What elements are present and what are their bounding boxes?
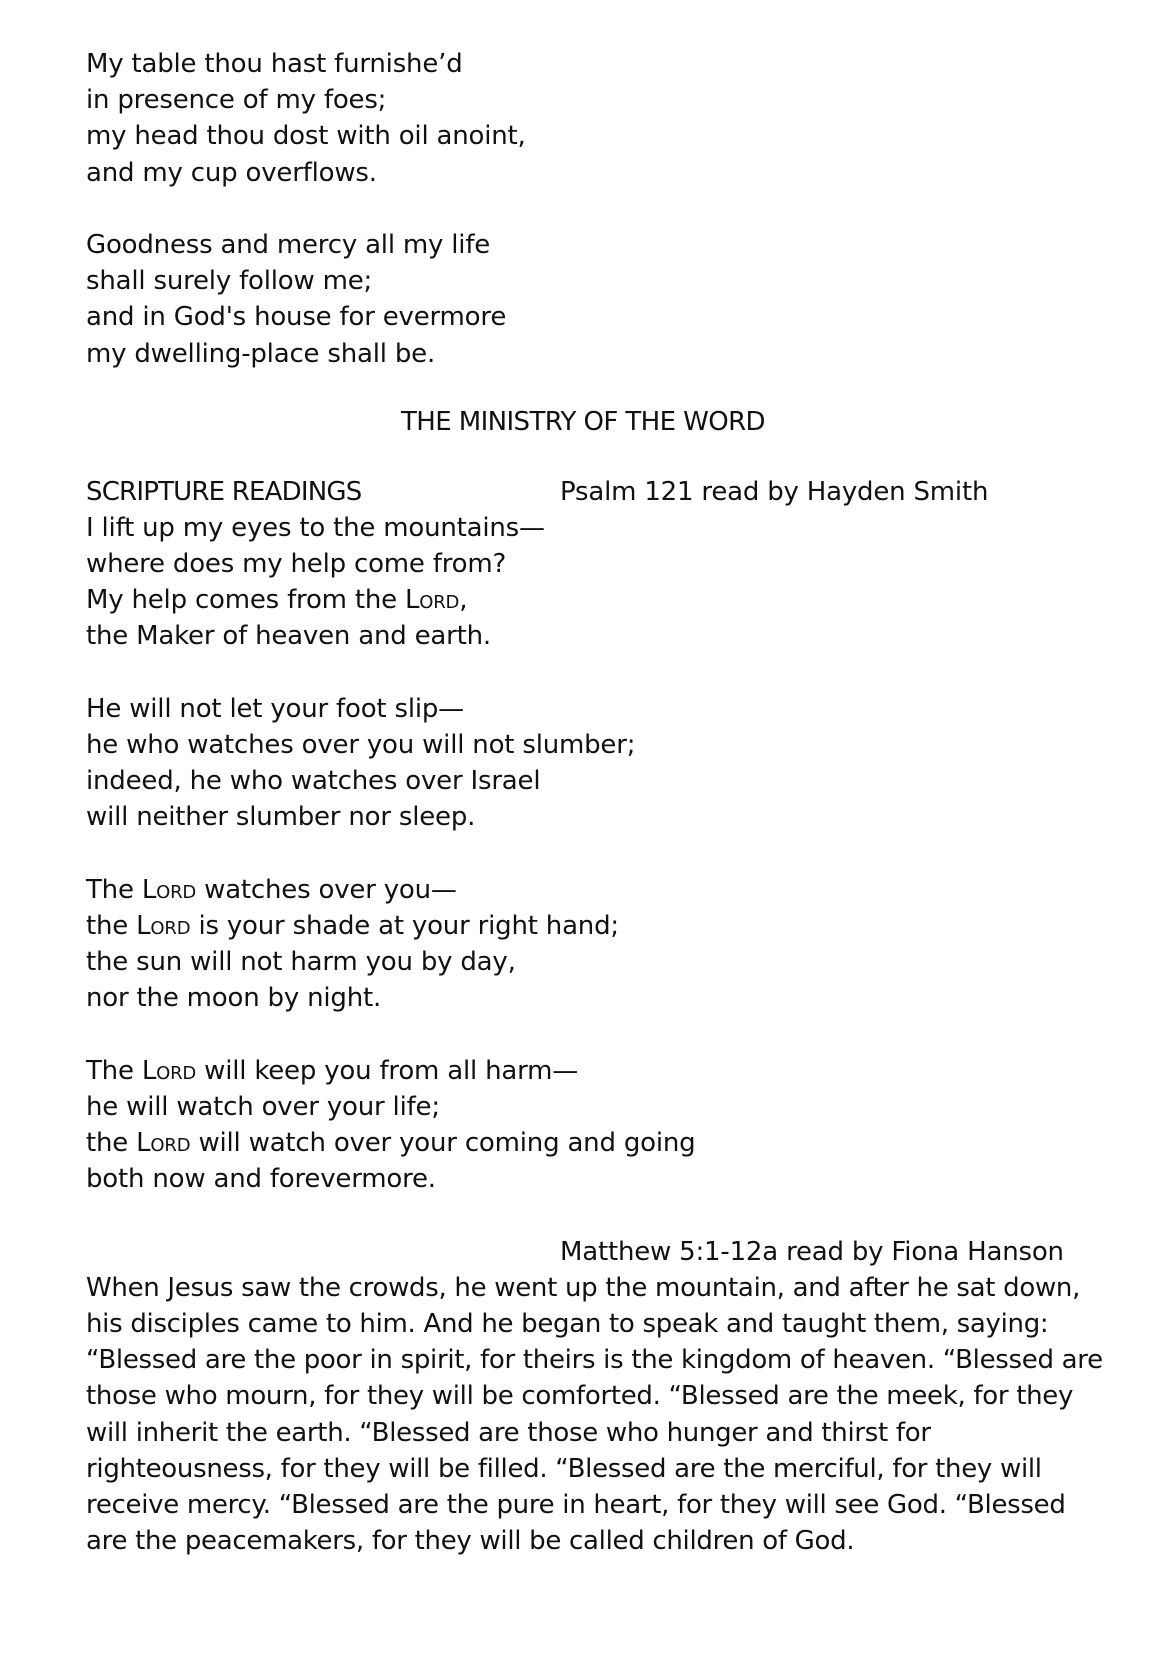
hymn-line: and my cup overflows.: [86, 157, 377, 188]
psalm-line: [86, 691, 1126, 727]
divine-name: Lord: [141, 874, 197, 905]
psalm-text-segment: The: [86, 1055, 142, 1086]
psalm-text-segment: He will not let your foot slip—: [86, 693, 464, 724]
psalm-line: [86, 1161, 1126, 1197]
psalm-text-segment: the: [86, 1128, 137, 1159]
psalm-line: [86, 1089, 1126, 1125]
psalm-text: [86, 510, 1126, 1198]
divine-name: Lord: [405, 585, 460, 616]
psalm-line: [86, 510, 1126, 546]
psalm-text-segment: will neither slumber nor sleep.: [86, 802, 476, 833]
divine-name: Lord: [136, 911, 191, 942]
psalm-text-segment: ,: [459, 585, 468, 616]
hymn-stanza: [86, 46, 1126, 191]
reading-header: [86, 474, 1126, 510]
psalm-text-segment: The: [86, 874, 142, 905]
hymn-line: Goodness and mercy all my life: [86, 230, 491, 260]
hymn-line: in presence of my foes;: [86, 85, 387, 116]
psalm-text-segment: indeed, he who watches over Israel: [86, 766, 541, 797]
reading-reference-matthew: Matthew 5:1-12a read by Fiona Hanson: [560, 1236, 1064, 1267]
hymn-line: and in God's house for evermore: [86, 302, 507, 333]
matthew-text: When Jesus saw the crowds, he went up the mountain, and after he sat down, his disciples came to him. And he began to speak and taught them, saying: “Blessed are the poor in spirit, for theirs is the kingdom of heaven. “Blessed are those who mourn, for they will be comforted. “Blessed are the meek, for they will inherit the earth. “Blessed are those who hunger and thirst for righteousness, for they will be filled. “Blessed are the merciful, for they will receive mercy. “Blessed are the pure in heart, for they will see God. “Blessed are the peacemakers, for they will be called children of God.: [86, 1272, 1103, 1557]
psalm-text-segment: the Maker of heaven and earth.: [86, 621, 491, 652]
psalm-stanza: [86, 872, 1126, 1017]
divine-name: Lord: [136, 1128, 191, 1159]
psalm-text-segment: where does my help come from?: [86, 549, 507, 580]
hymn-line: My table thou hast furnishe’d: [86, 49, 463, 79]
psalm-line: [86, 944, 1126, 980]
psalm-text-segment: the sun will not harm you by day,: [86, 947, 516, 978]
psalm-text-segment: he will watch over your life;: [86, 1092, 440, 1123]
hymn-stanza: [86, 227, 1126, 372]
psalm-text-segment: My help comes from the: [86, 585, 405, 616]
psalm-text-segment: he who watches over you will not slumber;: [86, 730, 636, 761]
psalm-text-segment: both now and forevermore.: [86, 1164, 436, 1195]
psalm-line: [86, 908, 1126, 944]
hymn-line: my head thou dost with oil anoint,: [86, 121, 526, 152]
psalm-line: [86, 1053, 1126, 1089]
psalm-line: [86, 1125, 1126, 1161]
psalm-stanza: [86, 510, 1126, 655]
psalm-text-segment: nor the moon by night.: [86, 983, 382, 1014]
psalm-stanza: [86, 691, 1126, 836]
psalm-line: [86, 980, 1126, 1016]
psalm-text-segment: watches over you—: [196, 874, 457, 905]
readings-label: SCRIPTURE READINGS: [86, 476, 362, 507]
hymn-line: my dwelling-place shall be.: [86, 338, 436, 369]
psalm-line: [86, 727, 1126, 763]
psalm-line: [86, 546, 1126, 582]
psalm-line: [86, 582, 1126, 618]
reading-header: [86, 1234, 1126, 1270]
psalm-stanza: [86, 1053, 1126, 1198]
reading-reference-psalm: Psalm 121 read by Hayden Smith: [560, 476, 989, 507]
psalm-text-segment: I lift up my eyes to the mountains—: [86, 512, 545, 543]
psalm-line: [86, 763, 1126, 799]
psalm-line: [86, 872, 1126, 908]
psalm-text-segment: will keep you from all harm—: [196, 1055, 579, 1086]
psalm-text-segment: the: [86, 911, 137, 942]
psalm-line: [86, 799, 1126, 835]
document-page: [86, 46, 1126, 1559]
hymn-line: shall surely follow me;: [86, 266, 373, 297]
psalm-line: [86, 618, 1126, 654]
divine-name: Lord: [141, 1055, 197, 1086]
psalm-text-segment: is your shade at your right hand;: [190, 911, 619, 942]
psalm-text-segment: will watch over your coming and going: [190, 1128, 696, 1159]
section-heading: THE MINISTRY OF THE WORD: [401, 406, 765, 437]
